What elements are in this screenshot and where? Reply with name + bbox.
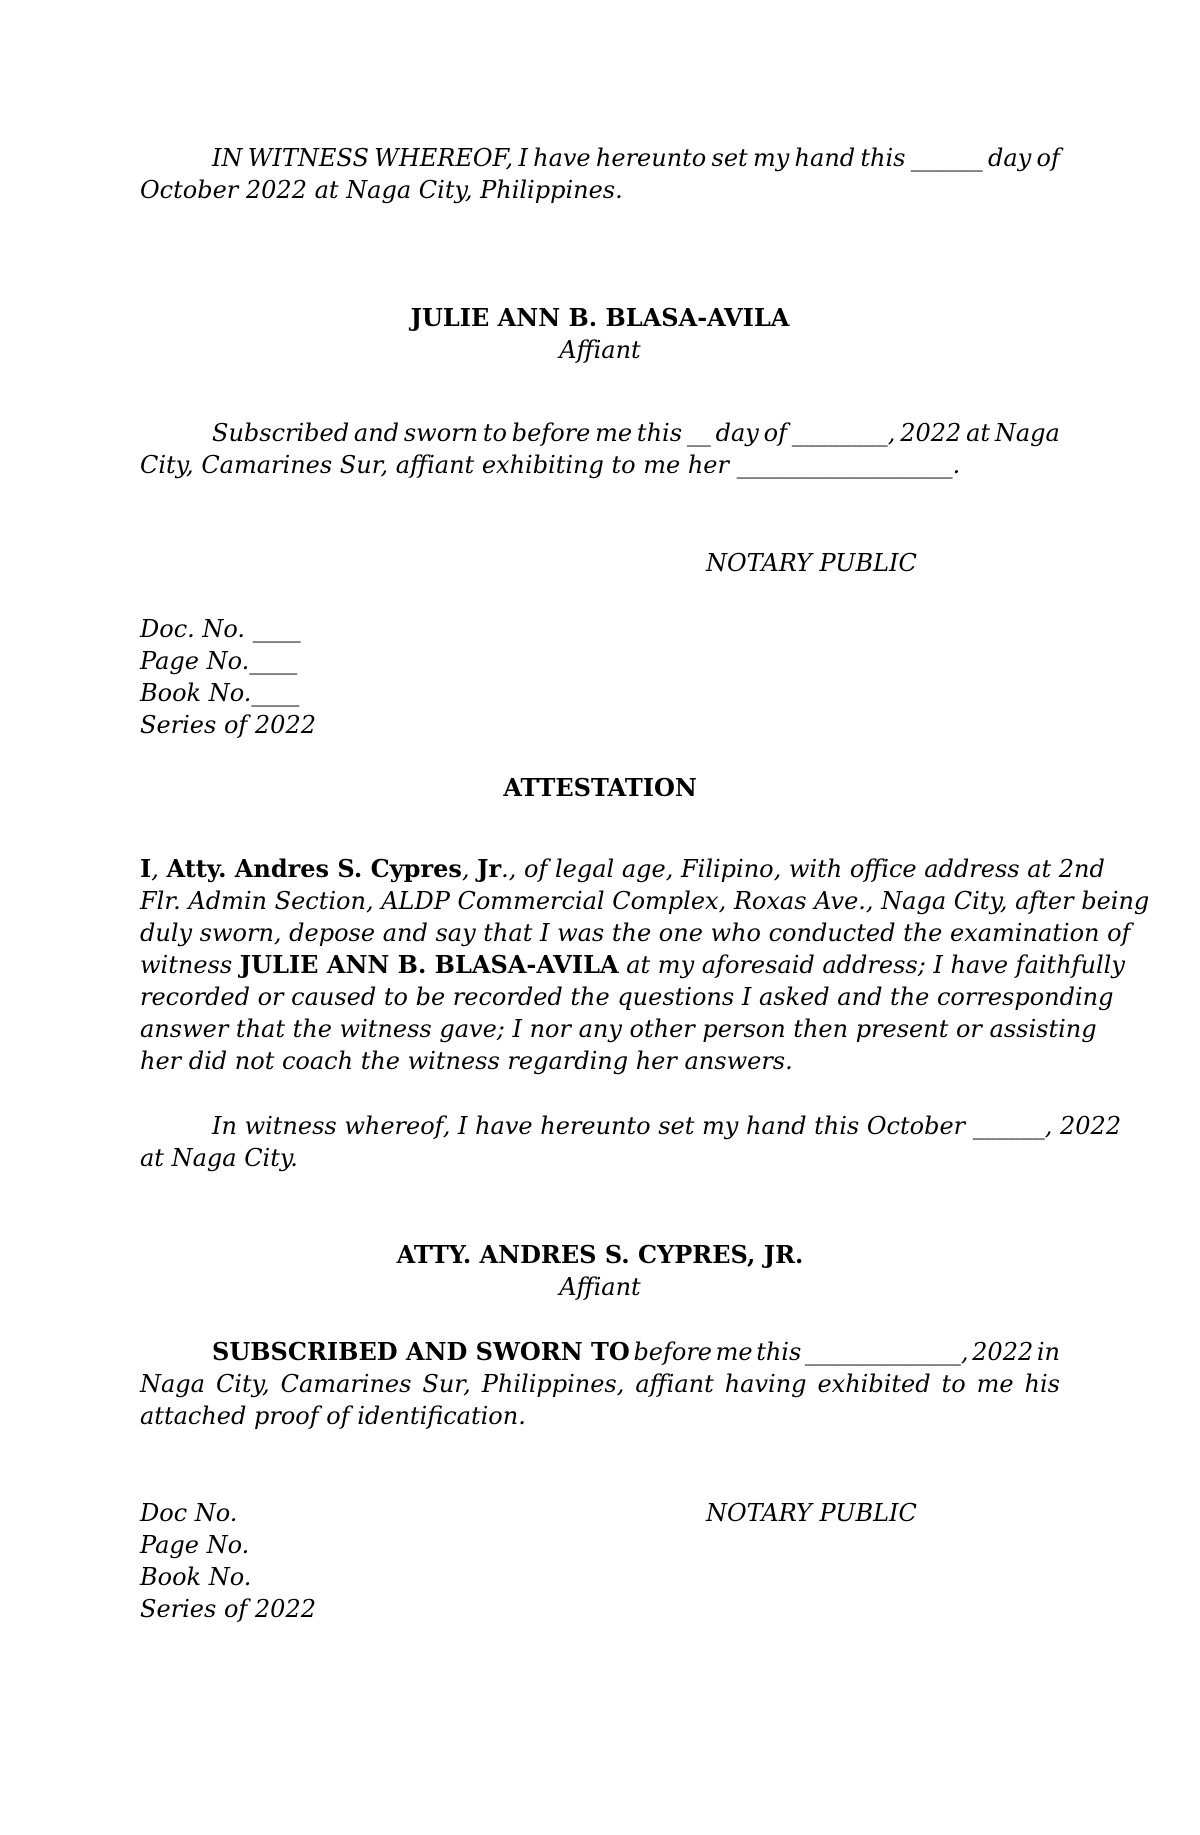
word: in [1036, 1338, 1060, 1366]
affiant-role: Affiant [559, 336, 641, 364]
affiant-role: Affiant [559, 1273, 641, 1301]
book-no: Book No.____ [140, 679, 300, 707]
notary-public-label: NOTARY PUBLIC [706, 1499, 917, 1527]
text: at my aforesaid address; I have faithfully [618, 951, 1125, 979]
word: day [715, 419, 759, 447]
word: me [715, 1338, 753, 1366]
blank-line: _____________, [804, 1338, 969, 1366]
attestation-line-1 [140, 853, 1105, 885]
word: hand [794, 144, 856, 172]
word: hereunto [595, 144, 707, 172]
word: having [724, 1370, 807, 1398]
word: this [860, 144, 906, 172]
word: Sur, [422, 1370, 471, 1398]
attestation-line-5: recorded or caused to be recorded the questions I asked and the corresponding [140, 983, 1114, 1011]
word: before [633, 1338, 713, 1366]
attestation-line-3: duly sworn, depose and say that I was the one who conducted the examination of [140, 919, 1131, 947]
attestation-heading [140, 772, 1060, 804]
word: day [988, 144, 1032, 172]
word: Naga [994, 419, 1060, 447]
word: 2022 [972, 1338, 1034, 1366]
jurat-2-line-3: attached proof of identification. [140, 1402, 526, 1430]
book-no: Book No. [140, 1563, 252, 1591]
doc-no: Doc. No. ____ [140, 615, 301, 643]
word: have [533, 144, 591, 172]
word: affiant [635, 1370, 714, 1398]
attestation-title: ATTESTATION [503, 773, 697, 802]
jurat-1 [140, 417, 1060, 481]
bold-text: JULIE ANN B. BLASA-AVILA [239, 950, 619, 979]
attestation-body [140, 853, 1150, 1077]
witness-clause-line-1 [140, 142, 1060, 174]
word: this [636, 419, 683, 447]
witness-clause [140, 142, 1060, 206]
word: IN [212, 144, 243, 172]
text: witness [140, 951, 240, 979]
word: set [711, 144, 748, 172]
jurat-2 [140, 1336, 1060, 1432]
bold-text: SUBSCRIBED AND SWORN TO [212, 1337, 630, 1366]
jurat-2-line-2 [140, 1368, 1060, 1400]
word: me [595, 419, 633, 447]
word: Subscribed [212, 419, 350, 447]
jurat-1-line-1 [140, 417, 1060, 449]
text: , [461, 855, 470, 883]
affiant-name: ATTY. ANDRES S. CYPRES, JR. [396, 1240, 804, 1269]
word: exhibited [817, 1370, 931, 1398]
blank-line: ________, [791, 419, 896, 447]
affiant-name: JULIE ANN B. BLASA-AVILA [410, 303, 790, 332]
attestation-line-4 [140, 949, 1125, 981]
word: I [518, 144, 528, 172]
word: sworn [403, 419, 479, 447]
witness-clause-2-line-2: at Naga City. [140, 1144, 298, 1172]
bold-text: I [140, 854, 152, 883]
attestation-line-6: answer that the witness gave; I nor any other person then present or assisting [140, 1015, 1097, 1043]
word: Camarines [280, 1370, 412, 1398]
series: Series of 2022 [140, 711, 316, 739]
word: to [482, 419, 507, 447]
word: WHEREOF, [374, 144, 514, 172]
attestation-line-7: her did not coach the witness regarding her answers. [140, 1047, 793, 1075]
blank-line: __ [686, 419, 711, 447]
word: of [1036, 144, 1060, 172]
word: Naga [140, 1370, 205, 1398]
jurat-2-line-1 [140, 1336, 1060, 1368]
notary-public-label: NOTARY PUBLIC [706, 549, 917, 577]
notarial-register-1 [140, 613, 1060, 741]
attestation-line-2: Flr. Admin Section, ALDP Commercial Complex, Roxas Ave., Naga City, after being [140, 887, 1150, 915]
word: 2022 [900, 419, 962, 447]
blank-line: ______ [910, 144, 983, 172]
bold-text: Atty. Andres S. Cypres [166, 854, 462, 883]
jurat-1-line-2: City, Camarines Sur, affiant exhibiting to me her __________________. [140, 451, 961, 479]
doc-no: Doc No. [140, 1499, 238, 1527]
word: Philippines, [481, 1370, 625, 1398]
word: at [966, 419, 991, 447]
bold-text: Jr [477, 854, 502, 883]
affiant-signature-block-2 [140, 1239, 1060, 1303]
page-no: Page No.____ [140, 647, 298, 675]
affiant-signature-block-1 [140, 302, 1060, 366]
word: and [353, 419, 400, 447]
witness-clause-line-2: October 2022 at Naga City, Philippines. [140, 176, 623, 204]
witness-clause-2-line-1: In witness whereof, I have hereunto set my hand this October ______, 2022 [212, 1112, 1122, 1140]
witness-clause-2 [140, 1110, 1122, 1174]
word: before [511, 419, 591, 447]
word: me [976, 1370, 1014, 1398]
text: ., of legal age, Filipino, with office address at 2nd [501, 855, 1105, 883]
series: Series of 2022 [140, 1595, 316, 1623]
word: his [1024, 1370, 1060, 1398]
page-no: Page No. [140, 1531, 250, 1559]
notarial-register-2 [140, 1497, 540, 1625]
word: of [763, 419, 787, 447]
word: this [756, 1338, 802, 1366]
word: City, [215, 1370, 270, 1398]
word: to [941, 1370, 966, 1398]
text: , [151, 855, 159, 883]
word: my [752, 144, 790, 172]
word: WITNESS [247, 144, 369, 172]
